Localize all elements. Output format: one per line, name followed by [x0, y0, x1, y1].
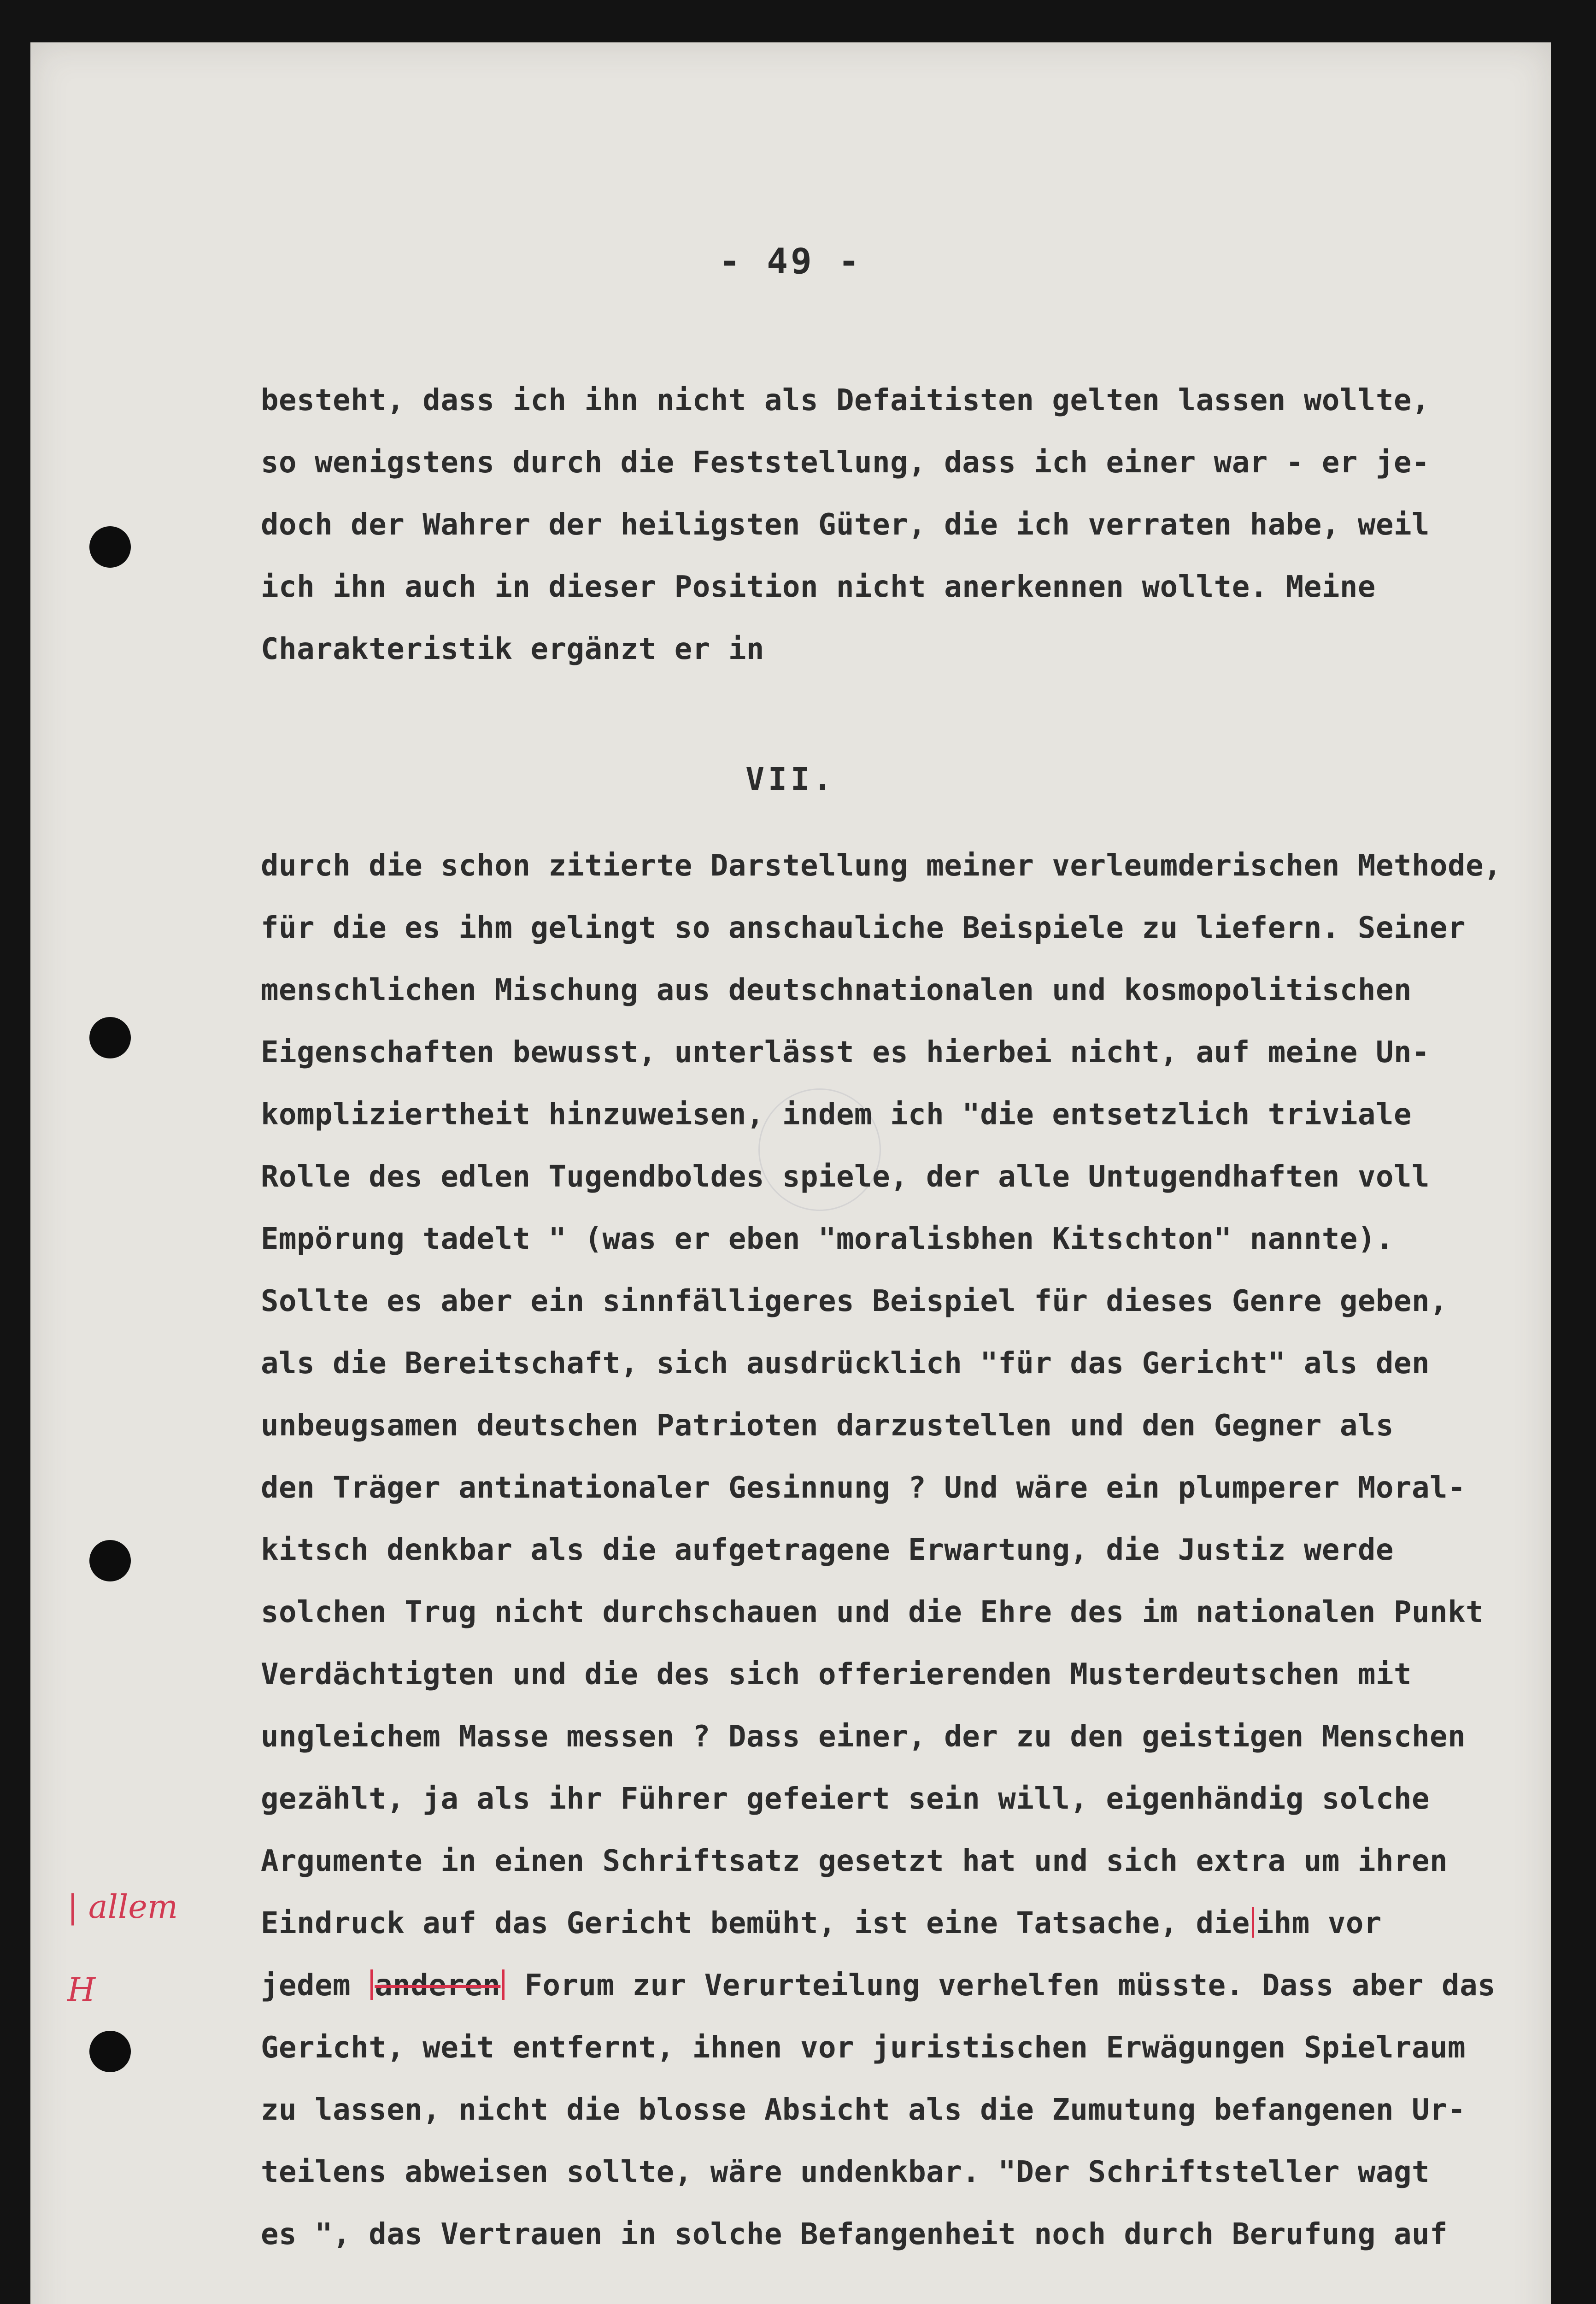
text-line: Sollte es aber ein sinnfälligeres Beispiel für dieses Genre geben,	[261, 1284, 1448, 1318]
text-line: teilens abweisen sollte, wäre undenkbar. "Der Schriftsteller wagt	[261, 2155, 1430, 2189]
text-line: ich ihn auch in dieser Position nicht anerkennen wollte. Meine	[261, 570, 1376, 604]
text-line: so wenigstens durch die Feststellung, dass ich einer war - er je-	[261, 446, 1430, 480]
text-line: kitsch denkbar als die aufgetragene Erwartung, die Justiz werde	[261, 1533, 1394, 1567]
punch-hole-2	[89, 1017, 131, 1058]
text-line: Rolle des edlen Tugendboldes spiele, der alle Untugendhaften voll	[261, 1160, 1430, 1194]
text-line: ungleichem Masse messen ? Dass einer, der zu den geistigen Menschen	[261, 1720, 1466, 1754]
text-line: zu lassen, nicht die blosse Absicht als die Zumutung befangenen Ur-	[261, 2093, 1466, 2127]
punch-hole-4	[89, 2031, 131, 2072]
text-line: kompliziertheit hinzuweisen, indem ich "die entsetzlich triviale	[261, 1098, 1412, 1132]
struck-word: anderen	[375, 1969, 501, 2003]
text-line: es ", das Vertrauen in solche Befangenheit noch durch Berufung auf	[261, 2217, 1448, 2251]
margin-note-correction: | allem	[67, 1888, 178, 1926]
text-line: als die Bereitschaft, sich ausdrücklich "für das Gericht" als den	[261, 1346, 1430, 1381]
text-line: doch der Wahrer der heiligsten Güter, die ich verraten habe, weil	[261, 508, 1430, 542]
text-fragment: Forum zur Verurteilung verhelfen müsste. Dass aber das	[506, 1969, 1496, 2003]
text-line: Empörung tadelt " (was er eben "moralisbhen Kitschton" nannte).	[261, 1222, 1394, 1256]
section-heading: VII.	[745, 761, 836, 798]
text-line: den Träger antinationaler Gesinnung ? Und wäre ein plumperer Moral-	[261, 1471, 1466, 1505]
document-page	[30, 42, 1551, 2304]
text-line: Argumente in einen Schriftsatz gesetzt hat und sich extra um ihren	[261, 1844, 1448, 1878]
text-line: Eigenschaften bewusst, unterlässt es hierbei nicht, auf meine Un-	[261, 1035, 1430, 1070]
text-line: menschlichen Mischung aus deutschnationalen und kosmopolitischen	[261, 973, 1412, 1007]
text-line: Verdächtigten und die des sich offerierenden Musterdeutschen mit	[261, 1657, 1412, 1692]
text-line-with-strike	[261, 1969, 1496, 2003]
text-line: Charakteristik ergänzt er in	[261, 632, 764, 666]
text-fragment: Eindruck auf das Gericht bemüht, ist eine Tatsache, die	[261, 1906, 1250, 1940]
text-line: Gericht, weit entfernt, ihnen vor juristischen Erwägungen Spielraum	[261, 2031, 1466, 2065]
text-line-with-mark	[261, 1906, 1382, 1940]
punch-hole-1	[89, 526, 131, 568]
deletion-mark	[502, 1969, 505, 2000]
text-line: unbeugsamen deutschen Patrioten darzustellen und den Gegner als	[261, 1409, 1394, 1443]
insertion-mark	[1252, 1907, 1254, 1938]
text-line: durch die schon zitierte Darstellung meiner verleumderischen Methode,	[261, 849, 1502, 883]
text-line: gezählt, ja als ihr Führer gefeiert sein will, eigenhändig solche	[261, 1782, 1430, 1816]
margin-note-initials: H	[67, 1971, 96, 2009]
text-fragment: ihm vor	[1256, 1906, 1382, 1940]
text-line: besteht, dass ich ihn nicht als Defaitisten gelten lassen wollte,	[261, 383, 1430, 417]
punch-hole-3	[89, 1540, 131, 1581]
text-fragment: jedem	[261, 1969, 369, 2003]
page-number: - 49 -	[719, 241, 863, 282]
text-line: für die es ihm gelingt so anschauliche Beispiele zu liefern. Seiner	[261, 911, 1466, 945]
text-line: solchen Trug nicht durchschauen und die Ehre des im nationalen Punkt	[261, 1595, 1484, 1629]
deletion-mark	[370, 1969, 373, 2000]
